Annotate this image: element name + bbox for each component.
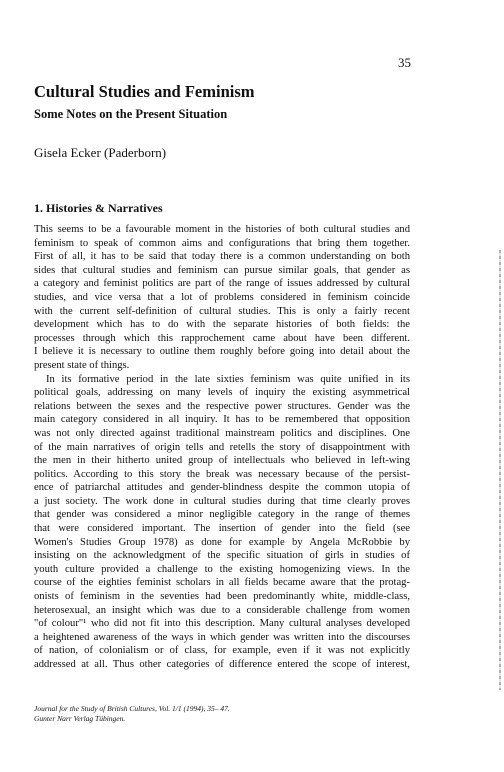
body-text xyxy=(34,223,410,672)
scan-edge xyxy=(499,250,501,690)
paragraph-2 xyxy=(34,373,410,672)
text-line: I believe it is necessary to outline them roughly before going into detail about the xyxy=(34,346,410,358)
text-line: heterosexual, an insight which was due to a considerable challenge from women xyxy=(34,604,410,616)
text-line: a category and feminist politics are part of the range of issues addressed by cultural xyxy=(34,278,410,290)
text-line: In its formative period in the late sixties feminism was quite unified in its xyxy=(46,373,410,385)
text-line: onists of feminism in the seventies had been predominantly white, middle-class, xyxy=(34,591,410,603)
text-line: course of the eighties feminist scholars in all fields became aware that the protag- xyxy=(34,577,410,589)
footnote-line: Gunter Narr Verlag Tübingen. xyxy=(34,714,126,723)
author-line: Gisela Ecker (Paderborn) xyxy=(34,145,167,160)
text-line: This seems to be a favourable moment in the histories of both cultural studies and xyxy=(34,224,410,235)
text-line: "of colour"¹ who did not fit into this description. Many cultural analyses developed xyxy=(34,618,410,630)
text-line: insisting on the acknowledgment of the specific situation of girls in studies of xyxy=(34,550,410,562)
text-line: processes through which this rapprochement came about have been different. xyxy=(34,332,410,344)
article-subtitle: Some Notes on the Present Situation xyxy=(34,107,228,121)
text-line: with the current self-definition of cultural studies. This is only a fairly recent xyxy=(34,305,410,317)
text-line: was not only directed against traditional mainstream politics and disciplines. One xyxy=(34,427,410,439)
text-line: the men in their hitherto united group of intellectuals who believed in left-wing xyxy=(34,455,410,467)
text-line: of the main narratives of origin tells and retells the story of disappointment with xyxy=(34,441,410,453)
article-title: Cultural Studies and Feminism xyxy=(34,82,255,101)
text-line: development which has to do with the separate histories of both fields: the xyxy=(34,319,410,331)
text-line: relations between the sexes and the respective power structures. Gender was the xyxy=(34,400,410,412)
paragraph-1 xyxy=(34,223,410,373)
footnote-line: Journal for the Study of British Cultures, Vol. 1/1 (1994), 35– 47. xyxy=(34,704,230,713)
text-line: that were considered important. The insertion of gender into the field (see xyxy=(34,523,410,535)
text-line: present state of things. xyxy=(34,359,130,371)
section-heading: 1. Histories & Narratives xyxy=(34,201,163,215)
text-line: First of all, it has to be said that today there is a common understanding on both xyxy=(34,251,410,263)
text-line: of nation, of colonialism or of class, for example, even if it was not explicitly xyxy=(34,645,410,657)
page-number: 35 xyxy=(398,55,411,70)
text-line: a just society. The work done in cultural studies during that time clearly proves xyxy=(34,495,410,507)
text-line: Women's Studies Group 1978) as done for example by Angela McRobbie by xyxy=(34,536,410,548)
text-line: politics. According to this story the break was necessary because of the persist- xyxy=(34,468,410,480)
text-line: political goals, addressing on many levels of inquiry the existing asymmetrical xyxy=(34,387,410,399)
text-line: ence of patriarchal attitudes and gender-blindness despite the common utopia of xyxy=(34,482,410,494)
text-line: main category considered in all inquiry. It has to be remembered that opposition xyxy=(34,414,410,426)
text-line: addressed at all. Thus other categories of difference entered the scope of interest, xyxy=(34,659,410,670)
journal-footnote xyxy=(34,704,230,724)
text-line: youth culture provided a challenge to the existing homogenizing views. In the xyxy=(34,563,410,575)
text-line: that gender was considered a minor negligible category in the range of themes xyxy=(34,509,410,521)
text-line: studies, and vice versa that a lot of problems considered in feminism coincide xyxy=(34,291,410,303)
text-line: a heightened awareness of the ways in which gender was written into the discourses xyxy=(34,631,410,643)
text-line: feminism to speak of common aims and configurations that bring them together. xyxy=(34,237,410,249)
text-line: sides that cultural studies and feminism can pursue similar goals, that gender as xyxy=(34,264,410,276)
